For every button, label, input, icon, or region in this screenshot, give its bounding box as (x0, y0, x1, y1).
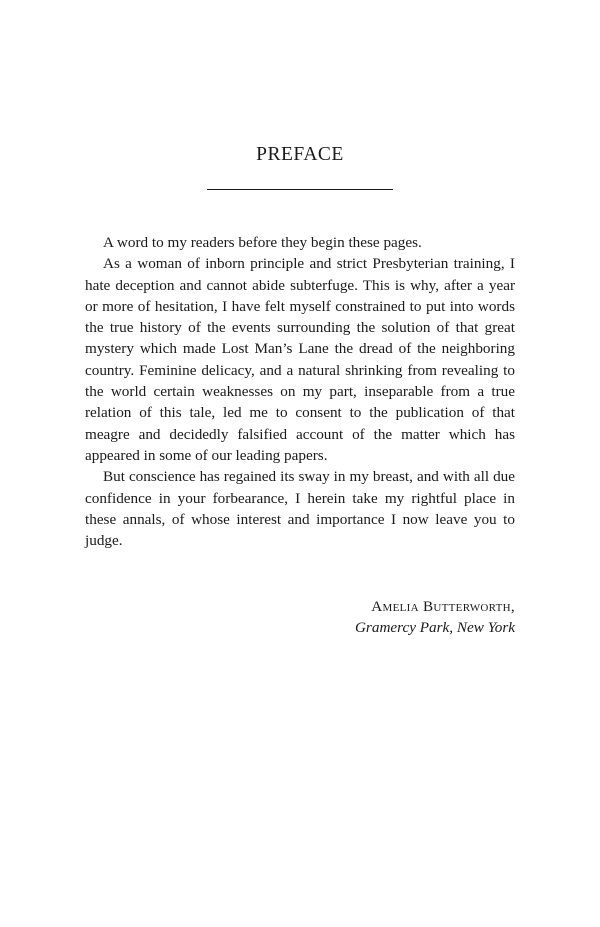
page-title: PREFACE (256, 144, 344, 165)
title-divider (207, 189, 393, 190)
paragraph-1: A word to my readers before they begin these pages. (103, 234, 422, 251)
author-location: Gramercy Park, New York (354, 619, 515, 637)
paragraph-3: But conscience has regained its sway in my breast, and with all due confidence in your forbearance, I herein take my rightful place in these annals, of whose interest and importance I now leave you to judge. (85, 468, 515, 550)
signature-block (355, 596, 515, 639)
author-name: Amelia Butterworth, (371, 598, 515, 615)
preface-body (85, 232, 515, 551)
paragraph-2: As a woman of inborn principle and strict Presbyterian training, I hate deception and cannot abide subterfuge. This is why, after a year or more of hesitation, I have felt myself constrained to put into words the true history of the events surrounding the solution of that great mystery which made Lost Man’s Lane the dread of the neighboring country. Feminine delicacy, and a natural shrinking from revealing to the world certain weaknesses on my part, inseparable from a true relation of this tale, led me to consent to the publication of that meagre and decidedly falsified account of the matter which has appeared in some of our leading papers. (85, 255, 515, 464)
